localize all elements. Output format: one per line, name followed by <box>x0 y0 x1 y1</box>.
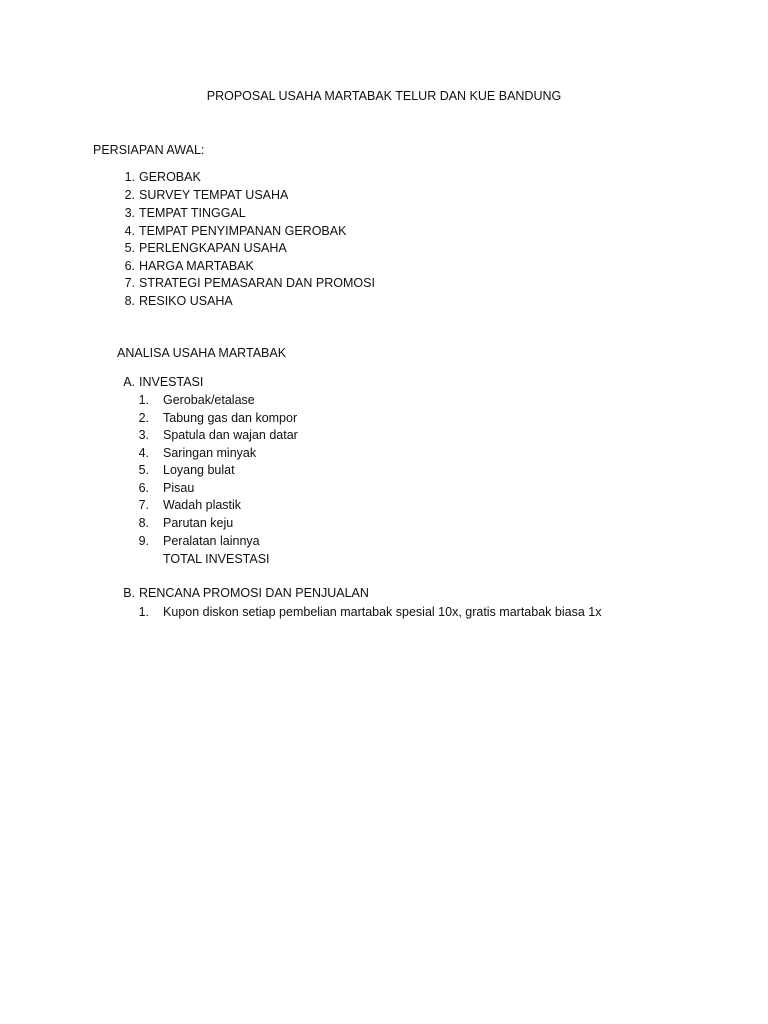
list-number: 3. <box>138 428 149 442</box>
list-number: 4. <box>124 224 135 238</box>
list-number: 5. <box>124 241 135 255</box>
list-text: Loyang bulat <box>163 463 235 477</box>
analisa-heading: ANALISA USAHA MARTABAK <box>117 346 287 360</box>
list-number: 7. <box>124 276 135 290</box>
list-number: 4. <box>138 446 149 460</box>
list-text: Kupon diskon setiap pembelian martabak spesial 10x, gratis martabak biasa 1x <box>163 605 602 619</box>
list-text: Wadah plastik <box>163 498 242 512</box>
list-text: GEROBAK <box>139 170 201 184</box>
section-heading: INVESTASI <box>139 375 204 389</box>
list-number: 1. <box>138 393 149 407</box>
section-label: B. <box>123 586 135 600</box>
list-text: Spatula dan wajan datar <box>163 428 298 442</box>
list-text: Pisau <box>163 481 195 495</box>
list-number: 7. <box>138 498 149 512</box>
list-number: 6. <box>138 481 149 495</box>
list-number: 6. <box>124 259 135 273</box>
list-number: 8. <box>124 294 135 308</box>
list-number: 3. <box>124 206 135 220</box>
list-text: Peralatan lainnya <box>163 534 260 548</box>
list-number: 1. <box>138 605 149 619</box>
list-text: Gerobak/etalase <box>163 393 255 407</box>
list-number: 2. <box>138 411 149 425</box>
list-number: 5. <box>138 463 149 477</box>
list-text: TEMPAT TINGGAL <box>139 206 246 220</box>
list-text: RESIKO USAHA <box>139 294 233 308</box>
list-number: 1. <box>124 170 135 184</box>
section-label: A. <box>123 375 135 389</box>
list-text: Saringan minyak <box>163 446 257 460</box>
persiapan-heading: PERSIAPAN AWAL: <box>93 143 205 157</box>
list-number: 2. <box>124 188 135 202</box>
list-text: Tabung gas dan kompor <box>163 411 298 425</box>
list-text: Parutan keju <box>163 516 234 530</box>
list-text: PERLENGKAPAN USAHA <box>139 241 287 255</box>
section-heading: RENCANA PROMOSI DAN PENJUALAN <box>139 586 369 600</box>
list-text: STRATEGI PEMASARAN DAN PROMOSI <box>139 276 375 290</box>
list-text: SURVEY TEMPAT USAHA <box>139 188 289 202</box>
list-text: TEMPAT PENYIMPANAN GEROBAK <box>139 224 347 238</box>
document-title: PROPOSAL USAHA MARTABAK TELUR DAN KUE BANDUNG <box>206 89 562 103</box>
total-investasi-label: TOTAL INVESTASI <box>163 552 270 566</box>
list-number: 9. <box>138 534 149 548</box>
list-text: HARGA MARTABAK <box>139 259 254 273</box>
list-number: 8. <box>138 516 149 530</box>
